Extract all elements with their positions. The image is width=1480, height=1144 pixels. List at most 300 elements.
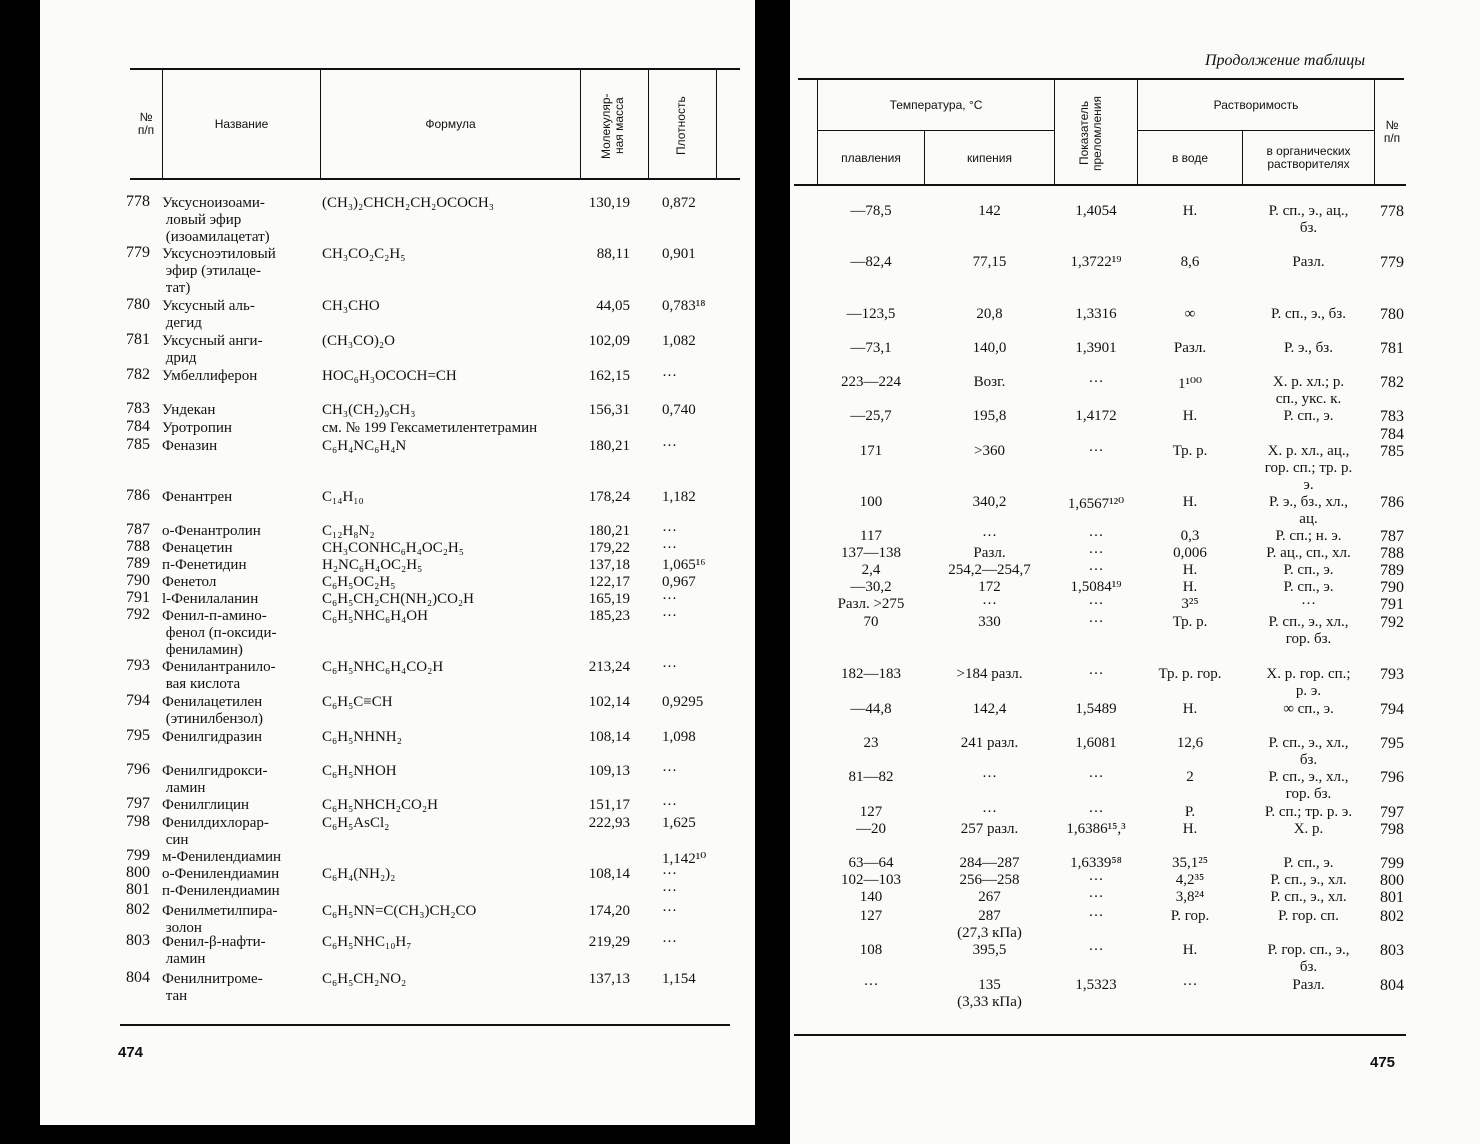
organic-solubility: Р. сп., э. [1283, 855, 1334, 871]
molecular-mass: 108,14 [588, 866, 630, 882]
left-page [40, 0, 755, 1125]
melting-point: 137—138 [841, 545, 901, 561]
boiling-point: ··· [982, 804, 997, 820]
density-value: ··· [662, 883, 677, 899]
water-solubility: Н. [1182, 562, 1198, 578]
density-value: 1,065¹⁶ [662, 557, 706, 573]
boiling-point: 142,4 [972, 701, 1007, 717]
boiling-point: 287 (27,3 кПа) [957, 908, 1022, 941]
melting-point: —30,2 [850, 579, 892, 595]
density-value: ··· [662, 866, 677, 882]
water-solubility: Р. [1184, 804, 1196, 820]
molecular-mass: 222,93 [588, 815, 630, 831]
refractive-index: 1,6339⁵⁸ [1070, 855, 1122, 871]
header-bottom-rule [130, 178, 740, 180]
compound-name: Фенацетин [162, 540, 233, 556]
compound-name: Уксусноэтиловый эфир (этилаце- тат) [162, 246, 276, 296]
boiling-point: 330 [978, 614, 1001, 630]
density-value: ··· [662, 903, 677, 919]
molecular-mass: 185,23 [588, 608, 630, 624]
organic-solubility: Х. р. хл., ац., гор. сп.; тр. р. э. [1264, 443, 1353, 493]
refractive-index: ··· [1088, 562, 1104, 578]
compound-formula: C₁₂H₈N₂ [322, 523, 375, 539]
header-formula: Формула [425, 116, 476, 131]
row-number: 788 [126, 538, 150, 555]
density-value: ··· [662, 438, 677, 454]
row-number: 804 [1380, 977, 1404, 994]
compound-name: Фенилантранило- вая кислота [162, 659, 276, 692]
refractive-index: ··· [1088, 545, 1104, 561]
compound-formula: C₆H₅NHOH [322, 763, 397, 779]
compound-formula: C₆H₅NN=C(CH₃)CH₂CO [322, 903, 477, 919]
water-solubility: 3²⁵ [1181, 596, 1199, 612]
molecular-mass: 122,17 [588, 574, 630, 590]
row-number: 787 [1380, 528, 1404, 545]
row-number: 795 [126, 727, 150, 744]
molecular-mass: 180,21 [588, 523, 630, 539]
compound-name: Фенил-п-амино- фенол (п-оксиди- фениламин) [162, 608, 277, 658]
refractive-index: 1,3901 [1075, 340, 1117, 356]
compound-name: Фенилметилпира- золон [162, 903, 278, 936]
compound-formula: C₆H₄(NH₂)₂ [322, 866, 396, 882]
density-value: ··· [662, 797, 677, 813]
molecular-mass: 88,11 [596, 246, 630, 262]
row-number: 798 [1380, 821, 1404, 838]
melting-point: 81—82 [848, 769, 894, 785]
organic-solubility: ∞ сп., э. [1283, 701, 1334, 717]
row-number: 802 [1380, 908, 1404, 925]
compound-name: Фенилгидрокси- ламин [162, 763, 268, 796]
melting-point: 182—183 [841, 666, 901, 682]
organic-solubility: Р. э., бз. [1284, 340, 1333, 356]
compound-name: Фенилацетилен (этинилбензол) [162, 694, 264, 727]
row-number: 779 [126, 244, 150, 261]
density-value: 0,9295 [662, 694, 704, 710]
row-number: 781 [1380, 340, 1404, 357]
refractive-index: 1,6081 [1075, 735, 1117, 751]
row-number: 782 [1380, 374, 1404, 391]
header-temperature: Температура, °C [889, 97, 983, 112]
organic-solubility: Х. р. гор. сп.; р. э. [1266, 666, 1351, 699]
compound-name: Феназин [162, 438, 218, 454]
row-number: 786 [126, 487, 150, 504]
row-number: 793 [1380, 666, 1404, 683]
melting-point: ··· [863, 977, 879, 993]
organic-solubility: Р. сп., э., хл., гор. бз. [1268, 614, 1349, 647]
compound-formula: C₆H₄NC₆H₄N [322, 438, 407, 454]
compound-name: о-Фенилендиамин [162, 866, 280, 882]
molecular-mass: 109,13 [588, 763, 630, 779]
melting-point: 70 [863, 614, 879, 630]
compound-name: Уксусноизоами- ловый эфир (изоамилацетат) [162, 195, 270, 245]
organic-solubility: Р. э., бз., хл., ац. [1269, 494, 1348, 527]
melting-point: 140 [859, 889, 883, 905]
row-number: 785 [1380, 443, 1404, 460]
molecular-mass: 44,05 [596, 298, 630, 314]
molecular-mass: 137,13 [588, 971, 630, 987]
melting-point: 102—103 [841, 872, 901, 888]
organic-solubility: Р. ац., сп., хл. [1266, 545, 1351, 561]
boiling-point: ··· [982, 769, 997, 785]
molecular-mass: 162,15 [588, 368, 630, 384]
refractive-index: 1,3316 [1075, 306, 1117, 322]
boiling-point: 20,8 [976, 306, 1003, 322]
row-number: 801 [126, 881, 150, 898]
molecular-mass: 165,19 [588, 591, 630, 607]
compound-formula: C₆H₅NHCH₂CO₂H [322, 797, 438, 813]
table-top-rule [798, 78, 1404, 80]
page-number: 474 [118, 1044, 144, 1061]
boiling-point: Возг. [973, 374, 1006, 390]
row-number: 784 [126, 418, 150, 435]
refractive-index: ··· [1088, 769, 1104, 785]
organic-solubility: Р. сп.; н. э. [1275, 528, 1342, 544]
row-number: 781 [126, 331, 150, 348]
boiling-point: 257 разл. [960, 821, 1019, 837]
water-solubility: Н. [1182, 579, 1198, 595]
density-value: 0,740 [662, 402, 696, 418]
header-name: Название [214, 116, 269, 131]
compound-formula: C₆H₅CH₂NO₂ [322, 971, 407, 987]
row-number: 796 [1380, 769, 1404, 786]
molecular-mass: 108,14 [588, 729, 630, 745]
compound-formula: C₆H₅C≡CH [322, 694, 393, 710]
water-solubility: Р. гор. [1170, 908, 1210, 924]
row-number: 789 [1380, 562, 1404, 579]
table-bottom-rule [120, 1024, 730, 1026]
compound-name: Фенетол [162, 574, 217, 590]
header-water: в воде [1171, 150, 1209, 165]
density-value: ··· [662, 763, 677, 779]
refractive-index: 1,5323 [1075, 977, 1117, 993]
melting-point: —123,5 [846, 306, 896, 322]
compound-name: Фенилгидразин [162, 729, 262, 745]
density-value: 0,901 [662, 246, 696, 262]
melting-point: —25,7 [850, 408, 892, 424]
water-solubility: 0,3 [1180, 528, 1200, 544]
organic-solubility: Р. сп., э., ац., бз. [1268, 203, 1349, 236]
compound-name: о-Фенантролин [162, 523, 261, 539]
refractive-index: ··· [1088, 596, 1104, 612]
water-solubility: Тр. р. гор. [1158, 666, 1222, 682]
refractive-index: 1,5084¹⁹ [1070, 579, 1122, 595]
organic-solubility: Р. сп., э. [1283, 579, 1334, 595]
melting-point: 100 [859, 494, 883, 510]
refractive-index: ··· [1088, 614, 1104, 630]
water-solubility: 2 [1186, 769, 1194, 785]
compound-name: l-Фенилаланин [162, 591, 259, 607]
refractive-index: ··· [1088, 374, 1104, 390]
header-mass: Молекуляр- ная масса [599, 93, 626, 159]
table-bottom-rule [794, 1034, 1406, 1036]
row-number: 797 [1380, 804, 1404, 821]
density-value: ··· [662, 591, 677, 607]
compound-name: Ундекан [162, 402, 216, 418]
water-solubility: Н. [1182, 942, 1198, 958]
boiling-point: 254,2—254,7 [948, 562, 1031, 578]
water-solubility: 35,1²⁵ [1172, 855, 1208, 871]
row-number: 798 [126, 813, 150, 830]
row-number: 785 [126, 436, 150, 453]
column-divider [716, 70, 717, 178]
column-divider [580, 70, 581, 178]
row-number: 788 [1380, 545, 1404, 562]
molecular-mass: 130,19 [588, 195, 630, 211]
row-number: 789 [126, 555, 150, 572]
melting-point: —20 [856, 821, 886, 837]
compound-formula: H₂NC₆H₄OC₂H₅ [322, 557, 423, 573]
organic-solubility: Р. сп., э., бз. [1271, 306, 1346, 322]
organic-solubility: Х. р. [1293, 821, 1324, 837]
compound-formula: см. № 199 Гексаметилентетрамин [322, 420, 538, 436]
compound-formula: C₆H₅NHC₆H₄CO₂H [322, 659, 444, 675]
row-number: 800 [1380, 872, 1404, 889]
refractive-index: 1,4172 [1075, 408, 1117, 424]
compound-formula: C₆H₅NHC₆H₄OH [322, 608, 428, 624]
row-number: 804 [126, 969, 150, 986]
refractive-index: 1,3722¹⁹ [1070, 254, 1122, 270]
compound-name: п-Фенетидин [162, 557, 247, 573]
molecular-mass: 156,31 [588, 402, 630, 418]
row-number: 779 [1380, 254, 1404, 271]
water-solubility: Н. [1182, 821, 1198, 837]
column-divider [648, 70, 649, 178]
melting-point: 117 [860, 528, 882, 544]
row-number: 800 [126, 864, 150, 881]
boiling-point: 340,2 [972, 494, 1007, 510]
density-value: 0,872 [662, 195, 696, 211]
refractive-index: ··· [1088, 872, 1104, 888]
boiling-point: 135 (3,33 кПа) [957, 977, 1022, 1010]
water-solubility: 4,2³⁵ [1175, 872, 1205, 888]
header-no: № п/п [137, 110, 155, 137]
melting-point: 2,4 [861, 562, 881, 578]
compound-name: Уксусный анги- дрид [162, 333, 263, 366]
boiling-point: >360 [974, 443, 1005, 459]
refractive-index: 1,6386¹⁵,³ [1066, 821, 1126, 837]
sol-sub-rule [1138, 130, 1374, 131]
water-solubility: Н. [1182, 408, 1198, 424]
refractive-index: ··· [1088, 528, 1104, 544]
refractive-index: ··· [1088, 666, 1104, 682]
water-solubility: 8,6 [1180, 254, 1200, 270]
water-solubility: 0,006 [1173, 545, 1207, 561]
boiling-point: >184 разл. [956, 666, 1023, 682]
melting-point: —82,4 [850, 254, 892, 270]
refractive-index: 1,4054 [1075, 203, 1117, 219]
row-number: 791 [1380, 596, 1404, 613]
header-density: Плотность [674, 96, 688, 156]
boiling-point: 195,8 [972, 408, 1007, 424]
compound-formula: C₆H₅AsCl₂ [322, 815, 390, 831]
water-solubility: 1¹⁰⁰ [1177, 376, 1203, 392]
compound-formula: (CH₃)₂CHCH₂CH₂OCOCH₃ [322, 195, 494, 211]
refractive-index: ··· [1088, 804, 1104, 820]
row-number: 793 [126, 657, 150, 674]
density-value: 1,082 [662, 333, 696, 349]
density-value: 1,098 [662, 729, 696, 745]
organic-solubility: Р. гор. сп., э., бз. [1267, 942, 1350, 975]
melting-point: Разл. >275 [837, 596, 905, 612]
compound-name: Фенилглицин [162, 797, 250, 813]
compound-name: п-Фенилендиамин [162, 883, 280, 899]
organic-solubility: Разл. [1292, 254, 1325, 270]
melting-point: 171 [859, 443, 883, 459]
water-solubility: Н. [1182, 494, 1198, 510]
right-page [790, 0, 1480, 1144]
row-number: 790 [126, 572, 150, 589]
melting-point: 63—64 [848, 855, 894, 871]
density-value: ··· [662, 934, 677, 950]
refractive-index: ··· [1088, 889, 1104, 905]
organic-solubility: Р. сп., э., хл., гор. бз. [1268, 769, 1349, 802]
organic-solubility: Р. сп., э. [1283, 562, 1334, 578]
boiling-point: 284—287 [959, 855, 1020, 871]
header-solubility: Растворимость [1213, 97, 1299, 112]
row-number: 794 [126, 692, 150, 709]
row-number: 795 [1380, 735, 1404, 752]
row-number: 794 [1380, 701, 1404, 718]
refractive-index: ··· [1088, 942, 1104, 958]
row-number: 799 [1380, 855, 1404, 872]
organic-solubility: Р. сп., э., хл. [1270, 872, 1347, 888]
water-solubility: Тр. р. [1172, 614, 1208, 630]
molecular-mass: 180,21 [588, 438, 630, 454]
boiling-point: Разл. [973, 545, 1006, 561]
row-number: 783 [126, 400, 150, 417]
organic-solubility: ··· [1301, 596, 1316, 612]
density-value: 1,182 [662, 489, 696, 505]
compound-formula: CH₃CONHC₆H₄OC₂H₅ [322, 540, 464, 556]
continuation-caption: Продолжение таблицы [1205, 52, 1366, 69]
refractive-index: 1,5489 [1075, 701, 1117, 717]
density-value: 1,154 [662, 971, 696, 987]
compound-formula: CH₃CO₂C₂H₅ [322, 246, 406, 262]
density-value: ··· [662, 523, 677, 539]
row-number: 801 [1380, 889, 1404, 906]
row-number: 780 [1380, 306, 1404, 323]
compound-name: Умбеллиферон [162, 368, 258, 384]
density-value: ··· [662, 608, 677, 624]
row-number: 780 [126, 296, 150, 313]
row-number: 787 [126, 521, 150, 538]
compound-name: м-Фенилендиамин [162, 849, 282, 865]
density-value: 0,783¹⁸ [662, 298, 706, 314]
compound-name: Уротропин [162, 420, 232, 436]
boiling-point: 395,5 [972, 942, 1007, 958]
compound-name: Фенилнитроме- тан [162, 971, 263, 1004]
boiling-point: ··· [982, 596, 997, 612]
organic-solubility: Х. р. хл.; р. сп., укс. к. [1272, 374, 1345, 407]
water-solubility: Н. [1182, 701, 1198, 717]
compound-formula: C₆H₅NHNH₂ [322, 729, 402, 745]
compound-formula: C₆H₅CH₂CH(NH₂)CO₂H [322, 591, 474, 607]
column-divider [1054, 80, 1055, 184]
melting-point: 108 [859, 942, 883, 958]
organic-solubility: Разл. [1292, 977, 1325, 993]
row-number: 797 [126, 795, 150, 812]
compound-formula: CH₃CHO [322, 298, 380, 314]
organic-solubility: Р. сп., э., хл. [1270, 889, 1347, 905]
melting-point: —78,5 [850, 203, 892, 219]
organic-solubility: Р. сп., э., хл., бз. [1268, 735, 1349, 768]
boiling-point: 140,0 [972, 340, 1007, 356]
refractive-index: 1,6567¹²⁰ [1067, 496, 1125, 512]
row-number: 802 [126, 901, 150, 918]
compound-formula: (CH₃CO)₂O [322, 333, 395, 349]
molecular-mass: 174,20 [588, 903, 630, 919]
row-number: 786 [1380, 494, 1404, 511]
refractive-index: ··· [1088, 443, 1104, 459]
melting-point: 223—224 [841, 374, 901, 390]
row-number: 778 [126, 193, 150, 210]
melting-point: 23 [863, 735, 879, 751]
density-value: ··· [662, 540, 677, 556]
water-solubility: ··· [1182, 977, 1198, 993]
row-number: 803 [126, 932, 150, 949]
organic-solubility: Р. сп.; тр. р. э. [1264, 804, 1353, 820]
boiling-point: 77,15 [972, 254, 1007, 270]
compound-formula: CH₃(CH₂)₉CH₃ [322, 402, 416, 418]
molecular-mass: 102,09 [588, 333, 630, 349]
water-solubility: Тр. р. [1172, 443, 1208, 459]
water-solubility: Н. [1182, 203, 1198, 219]
density-value: ··· [662, 659, 677, 675]
organic-solubility: Р. гор. сп. [1278, 908, 1339, 924]
header-bottom-rule [794, 184, 1406, 186]
water-solubility: 12,6 [1176, 735, 1204, 751]
water-solubility: ∞ [1184, 306, 1196, 322]
compound-name: Уксусный аль- дегид [162, 298, 255, 331]
row-number: 783 [1380, 408, 1404, 425]
header-refraction: Показатель преломления [1077, 95, 1104, 171]
header-boiling: кипения [967, 150, 1012, 165]
molecular-mass: 137,18 [588, 557, 630, 573]
density-value: 0,967 [662, 574, 696, 590]
row-number: 790 [1380, 579, 1404, 596]
compound-name: Фенилдихлорар- син [162, 815, 269, 848]
compound-formula: C₆H₅NHC₁₀H₇ [322, 934, 412, 950]
temp-sub-rule [818, 130, 1054, 131]
header-organic: в органических растворителях [1266, 144, 1351, 171]
density-value: 1,625 [662, 815, 696, 831]
molecular-mass: 102,14 [588, 694, 630, 710]
boiling-point: 142 [978, 203, 1001, 219]
row-number: 791 [126, 589, 150, 606]
molecular-mass: 179,22 [588, 540, 630, 556]
row-number: 778 [1380, 203, 1404, 220]
row-number: 803 [1380, 942, 1404, 959]
page-number: 475 [1370, 1054, 1396, 1071]
melting-point: 127 [859, 908, 883, 924]
refractive-index: ··· [1088, 908, 1104, 924]
row-number: 784 [1380, 426, 1404, 443]
boiling-point: 256—258 [959, 872, 1020, 888]
density-value: ··· [662, 368, 677, 384]
row-number: 782 [126, 366, 150, 383]
boiling-point: 172 [978, 579, 1001, 595]
melting-point: —44,8 [850, 701, 892, 717]
header-melting: плавления [841, 150, 901, 165]
molecular-mass: 219,29 [588, 934, 630, 950]
melting-point: 127 [859, 804, 883, 820]
row-number: 799 [126, 847, 150, 864]
compound-name: Фенантрен [162, 489, 233, 505]
compound-formula: HOC₆H₃OCOCH=CH [322, 368, 457, 384]
water-solubility: Разл. [1173, 340, 1207, 356]
row-number: 792 [1380, 614, 1404, 631]
compound-name: Фенил-β-нафти- ламин [162, 934, 266, 967]
